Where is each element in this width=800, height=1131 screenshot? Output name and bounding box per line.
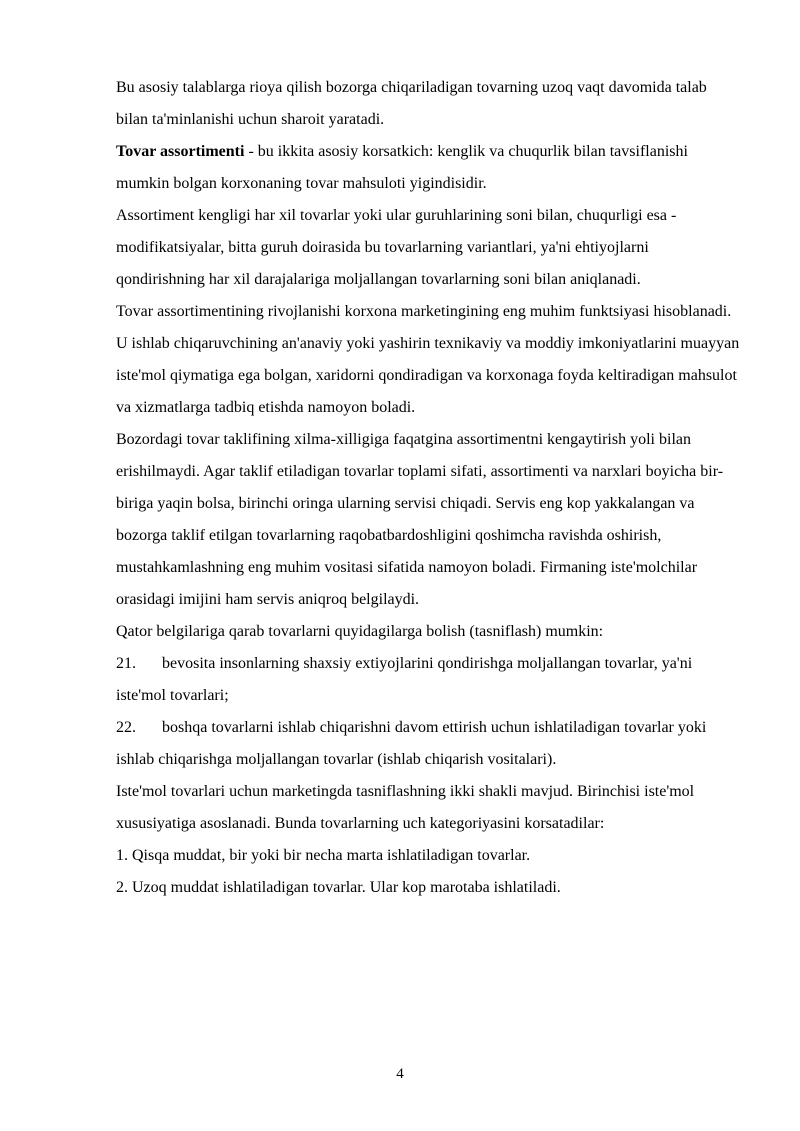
paragraph-consumer-goods: Iste'mol tovarlari uchun marketingda tasniflashning ikki shakli mavjud. Birinchisi iste'mol xususiyatiga asoslanadi. Bunda tovarlarning uch kategoriyasini korsatadilar: (116, 783, 699, 832)
paragraph-classification-intro: Qator belgilariga qarab tovarlarni quyidagilarga bolish (tasniflash) mumkin: (116, 623, 604, 640)
list-text: bevosita insonlarning shaxsiy extiyojlarini qondirishga moljallangan tovarlar, ya'ni iste'mol tovarlari; (116, 655, 697, 704)
paragraph-requirements: Bu asosiy talablarga rioya qilish bozorga chiqariladigan tovarning uzoq vaqt davomida talab bilan ta'minlanishi uchun sharoit yaratadi. (116, 79, 711, 128)
paragraph-width-depth: Assortiment kengligi har xil tovarlar yoki ular guruhlarining soni bilan, chuqurligi esa - modifikatsiyalar, bitta guruh doirasida bu tovarlarning variantlari, ya'ni ehtiyojlarni qondirishning har xil darajalariga moljallangan tovarlarning soni bilan aniqlanadi. (116, 207, 681, 288)
list-item-21 (116, 648, 740, 712)
paragraph-development: Tovar assortimentining rivojlanishi korxona marketingining eng muhim funktsiyasi hisoblanadi. U ishlab chiqaruvchining an'anaviy yoki yashirin texnikaviy va moddiy imkoniyatlarini muayyan iste'mol qiymatiga ega bolgan, xaridorni qondiradigan va korxonaga foyda keltiradigan mahsulot va xizmatlarga tadbiq etishda namoyon boladi. (116, 303, 744, 416)
body-text (116, 72, 744, 904)
category-item-2: 2. Uzoq muddat ishlatiladigan tovarlar. Ular kop marotaba ishlatiladi. (116, 879, 561, 896)
list-number: 22. (116, 719, 136, 736)
list-text: boshqa tovarlarni ishlab chiqarishni davom ettirish uchun ishlatiladigan tovarlar yoki ishlab chiqarishga moljallangan tovarlar (ishlab chiqarish vositalari). (116, 719, 711, 768)
term-tovar-assortimenti: Tovar assortimenti (116, 143, 245, 160)
page-number: 4 (396, 1066, 404, 1082)
paragraph-service: Bozordagi tovar taklifining xilma-xilligiga faqatgina assortimentni kengaytirish yoli bilan erishilmaydi. Agar taklif etiladigan tovarlar toplami sifati, assortimenti va narxlari boyicha bir-biriga yaqin bolsa, birinchi oringa ularning servisi chiqadi. Servis eng kop yakkalangan va bozorga taklif etilgan tovarlarning raqobatbardoshligini qoshimcha ravishda oshirish, mustahkamlashning eng muhim vositasi sifatida namoyon boladi. Firmaning iste'molchilar orasidagi imijini ham servis aniqroq belgilaydi. (116, 431, 724, 608)
category-item-1: 1. Qisqa muddat, bir yoki bir necha marta ishlatiladigan tovarlar. (116, 847, 531, 864)
definition-text: - bu ikkita asosiy korsatkich: kenglik va chuqurlik bilan tavsiflanishi mumkin bolgan korxonaning tovar mahsuloti yigindisidir. (116, 143, 692, 192)
paragraph-assortment-definition (116, 136, 740, 200)
list-number: 21. (116, 655, 136, 672)
list-item-22 (116, 712, 740, 776)
